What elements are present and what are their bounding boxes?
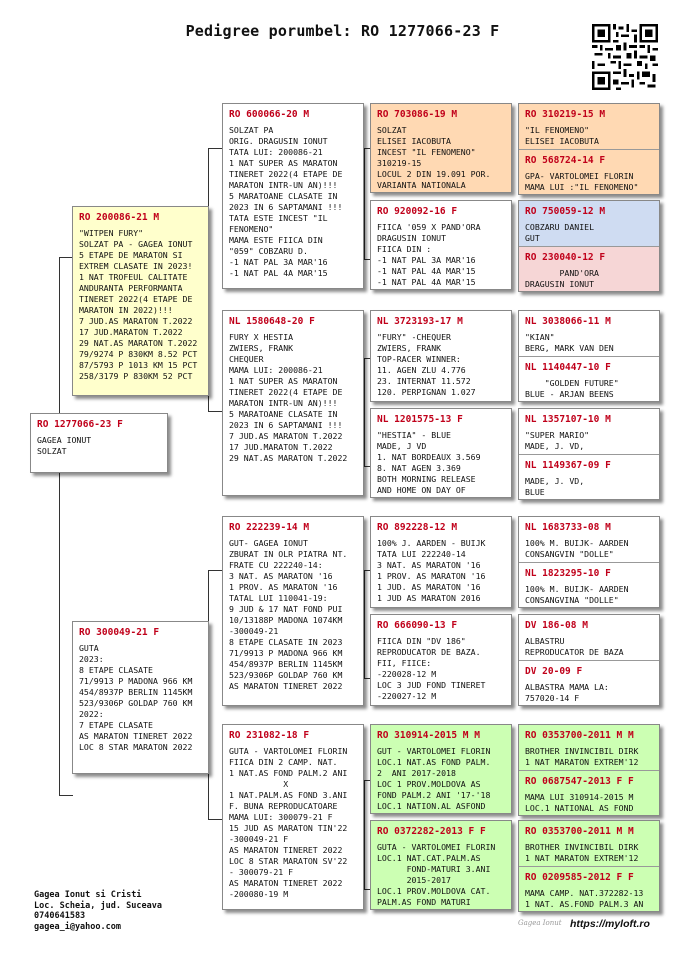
pigeon-notes: ALBASTRA MAMA LA: 757020-14 F xyxy=(525,682,609,703)
pigeon-notes: "HESTIA" - BLUE MADE, J VD 1. NAT BORDEAUX 3.569 8. NAT AGEN 3.369 BOTH MORNING RELEASE AND HOME ON DAY OF xyxy=(377,430,481,495)
ring-number: NL 1823295-10 F xyxy=(525,568,611,579)
ring-number: NL 3723193-17 M xyxy=(377,316,463,327)
pigeon-card-ggp-5 xyxy=(370,516,512,608)
ring-number: RO 920092-16 F xyxy=(377,206,458,217)
ring-number: RO 703086-19 M xyxy=(377,109,458,120)
pigeon-notes: FURY X HESTIA ZWIERS, FRANK CHEQUER MAMA LUI: 200086-21 1 NAT SUPER AS MARATON TINERET 2022(4 ETAPE DE MARATON INTR-UN AN)!!! 5 MARATOANE CLASATE IN 2023 IN 6 SAPTAMANI !!! 7 JUD.AS MARATON T.2022 17 JUD.MARATON T.2022 29 NAT.AS MARATON T.2022 xyxy=(229,332,348,463)
pigeon-notes: GPA- VARTOLOMEI FLORIN MAMA LUI :"IL FENOMENO" xyxy=(525,171,639,192)
pigeon-card-ggp-1 xyxy=(370,103,512,193)
website-link[interactable]: https://myloft.ro xyxy=(570,918,650,930)
pigeon-card-gggp-pair-5 xyxy=(518,516,660,608)
pigeon-notes: BROTHER INVINCIBIL DIRK 1 NAT MARATON EXTREM'12 xyxy=(525,746,639,767)
pigeon-card-ggp-7 xyxy=(370,724,512,814)
pigeon-card-gp2 xyxy=(222,310,364,496)
page-title: Pedigree porumbel: RO 1277066-23 F xyxy=(185,22,500,40)
ring-number: RO 200086-21 M xyxy=(79,212,160,223)
pigeon-notes: "KIAN" BERG, MARK VAN DEN xyxy=(525,332,614,353)
pigeon-card-gp1 xyxy=(222,103,364,289)
ring-number: RO 892228-12 M xyxy=(377,522,458,533)
pigeon-notes: GUT- GAGEA IONUT ZBURAT IN OLR PIATRA NT. FRATE CU 222240-14: 3 NAT. AS MARATON '16 1 PROV. AS MARATON '16 TATAL LUI 110041-19: 9 JUD & 17 NAT FOND PUI 10/13188P MADONA 1074KM -300049-21 8 ETAPE CLASATE IN 2023 71/9913 P MADONA 966 KM 454/8937P BERLIN 1145KM 523/9306P GOLDAP 760 KM AS MARATON TINERET 2022 xyxy=(229,538,348,691)
connector-dam xyxy=(208,570,222,820)
ring-number: RO 600066-20 M xyxy=(229,109,310,120)
ring-number: RO 666090-13 F xyxy=(377,620,458,631)
pigeon-card-ggp-6 xyxy=(370,614,512,706)
ring-number: RO 568724-14 F xyxy=(525,155,606,166)
connector-sire xyxy=(208,148,222,412)
breeder-contact: Gagea Ionut si Cristi Loc. Scheia, jud. Suceava 0740641583 gagea_i@yahoo.com xyxy=(34,890,162,932)
pigeon-notes: FIICA '059 X PAND'ORA DRAGUSIN IONUT FIICA DIN : -1 NAT PAL 3A MAR'16 -1 NAT PAL 4A MAR'15 -1 NAT PAL 4A MAR'15 xyxy=(377,222,481,287)
pigeon-notes: MAMA LUI 310914-2015 M LOC.1 NATIONAL AS FOND xyxy=(525,792,634,813)
ring-number: RO 222239-14 M xyxy=(229,522,310,533)
pigeon-notes: GUT - VARTOLOMEI FLORIN LOC.1 NAT.AS FOND PALM. 2 ANI 2017-2018 LOC 1 PROV.MOLDOVA AS FOND PALM.2 ANI '17-'18 LOC.1 NATION.AL ASFOND xyxy=(377,746,491,811)
ring-number: DV 186-08 M xyxy=(525,620,588,631)
pigeon-card-sire xyxy=(72,206,209,396)
pigeon-notes: GAGEA IONUT SOLZAT xyxy=(37,435,92,456)
pigeon-card-gggp-pair-1 xyxy=(518,103,660,195)
pigeon-card-gggp-pair-8 xyxy=(518,820,660,912)
pigeon-notes: FIICA DIN "DV 186" REPRODUCATOR DE BAZA. FII, FIICE: -220028-12 M LOC 3 JUD FOND TINERET -220027-12 M xyxy=(377,636,486,701)
pigeon-card-gggp-pair-3 xyxy=(518,310,660,402)
ring-number: RO 1277066-23 F xyxy=(37,419,123,430)
ring-number: RO 230040-12 F xyxy=(525,252,606,263)
pigeon-notes: MAMA CAMP. NAT.372282-13 1 NAT. AS.FOND PALM.3 AN xyxy=(525,888,644,909)
pigeon-notes: 100% M. BUIJK- AARDEN CONSANGVINA "DOLLE" xyxy=(525,584,629,605)
ring-number: RO 310914-2015 M M xyxy=(377,730,480,741)
pigeon-notes: MADE, J. VD, BLUE xyxy=(525,476,585,497)
connector-subject xyxy=(59,257,73,796)
pigeon-card-ggp-4 xyxy=(370,408,512,498)
ring-number: DV 20-09 F xyxy=(525,666,583,677)
pigeon-notes: PAND'ORA DRAGUSIN IONUT xyxy=(525,268,599,289)
pigeon-notes: GUTA 2023: 8 ETAPE CLASATE 71/9913 P MADONA 966 KM 454/8937P BERLIN 1145KM 523/9306P GOLDAP 760 KM 2022: 7 ETAPE CLASATE AS MARATON TINERET 2022 LOC 8 STAR MARATON 2022 xyxy=(79,643,193,752)
ring-number: NL 1357107-10 M xyxy=(525,414,611,425)
pigeon-card-ggp-8 xyxy=(370,820,512,910)
pigeon-card-gggp-pair-6 xyxy=(518,614,660,706)
pigeon-card-dam xyxy=(72,621,209,774)
pigeon-notes: GUTA - VARTOLOMEI FLORIN FIICA DIN 2 CAMP. NAT. 1 NAT.AS FOND PALM.2 ANI X 1 NAT.PALM.AS FOND 3.ANI F. BUNA REPRODUCATOARE MAMA LUI: 300079-21 F 15 JUD AS MARATON TIN'22 -300049-21 F AS MARATON TINERET 2022 LOC 8 STAR MARATON SV'22 - 300079-21 F AS MARATON TINERET 2022 -200080-19 M xyxy=(229,746,348,899)
pigeon-card-gggp-pair-4 xyxy=(518,408,660,500)
ring-number: NL 1140447-10 F xyxy=(525,362,611,373)
pigeon-notes: "FURY" -CHEQUER ZWIERS, FRANK TOP-RACER WINNER: 11. AGEN ZLU 4.776 23. INTERNAT 11.572 120. PERPIGNAN 1.027 xyxy=(377,332,476,397)
pigeon-card-ggp-3 xyxy=(370,310,512,402)
pigeon-card-gp3 xyxy=(222,516,364,706)
ring-number: RO 0209585-2012 F F xyxy=(525,872,634,883)
ring-number: RO 310219-15 M xyxy=(525,109,606,120)
qr-code-icon xyxy=(592,24,658,90)
ring-number: RO 0372282-2013 F F xyxy=(377,826,486,837)
ring-number: RO 0353700-2011 M M xyxy=(525,826,634,837)
ring-number: NL 1149367-09 F xyxy=(525,460,611,471)
pigeon-notes: "IL FENOMENO" ELISEI IACOBUTA xyxy=(525,125,599,146)
ring-number: RO 231082-18 F xyxy=(229,730,310,741)
pigeon-card-ggp-2 xyxy=(370,200,512,290)
pigeon-card-subject xyxy=(30,413,168,473)
pigeon-notes: 100% M. BUIJK- AARDEN CONSANGVIN "DOLLE" xyxy=(525,538,629,559)
pigeon-notes: "GOLDEN FUTURE" BLUE - ARJAN BEENS xyxy=(525,378,619,399)
pigeon-notes: 100% J. AARDEN - BUIJK TATA LUI 222240-14 3 NAT. AS MARATON '16 1 PROV. AS MARATON '16 1 JUD. AS MARATON '16 1 JUD AS MARATON 2016 xyxy=(377,538,486,603)
ring-number: RO 750059-12 M xyxy=(525,206,606,217)
pigeon-notes: ALBASTRU REPRODUCATOR DE BAZA xyxy=(525,636,624,657)
ring-number: NL 1683733-08 M xyxy=(525,522,611,533)
pigeon-notes: SOLZAT ELISEI IACOBUTA INCEST "IL FENOMENO" 310219-15 LOCUL 2 DIN 19.091 POR. VARIANTA NATIONALA xyxy=(377,125,491,190)
ring-number: NL 1580648-20 F xyxy=(229,316,315,327)
pigeon-notes: "SUPER MARIO" MADE, J. VD, xyxy=(525,430,590,451)
pigeon-notes: "WITPEN FURY" SOLZAT PA - GAGEA IONUT 5 ETAPE DE MARATON SI EXTREM CLASATE IN 2023! 1 NAT TROFEUL CALITATE ANDURANTA PERFORMANTA TINERET 2022(4 ETAPE DE MARATON IN 2022)!!! 7 JUD.AS MARATON T.2022 17 JUD.MARATON T.2022 29 NAT.AS MARATON T.2022 79/9274 P 830KM 8.52 PCT 87/5793 P 1013 KM 15 PCT 258/3179 P 830KM 52 PCT xyxy=(79,228,198,381)
pigeon-notes: GUTA - VARTOLOMEI FLORIN LOC.1 NAT.CAT.PALM.AS FOND-MATURI 3.ANI 2015-2017 LOC.1 PROV.MOLDOVA CAT. PALM.AS FOND MATURI xyxy=(377,842,496,907)
pigeon-card-gggp-pair-2 xyxy=(518,200,660,292)
pigeon-card-gggp-pair-7 xyxy=(518,724,660,816)
pigeon-notes: SOLZAT PA ORIG. DRAGUSIN IONUT TATA LUI: 200086-21 1 NAT SUPER AS MARATON TINERET 2022(4 ETAPE DE MARATON INTR-UN AN)!!! 5 MARATOANE CLASATE IN 2023 IN 6 SAPTAMANI !!! TATA ESTE INCEST "IL FENOMENO" MAMA ESTE FIICA DIN "059" COBZARU D. -1 NAT PAL 3A MAR'16 -1 NAT PAL 4A MAR'15 xyxy=(229,125,343,278)
ring-number: RO 0353700-2011 M M xyxy=(525,730,634,741)
ring-number: NL 3038066-11 M xyxy=(525,316,611,327)
pigeon-card-gp4 xyxy=(222,724,364,910)
signature: Gagea Ionut xyxy=(518,919,562,927)
ring-number: RO 300049-21 F xyxy=(79,627,160,638)
pigeon-notes: COBZARU DANIEL GUT xyxy=(525,222,595,243)
ring-number: RO 0687547-2013 F F xyxy=(525,776,634,787)
pigeon-notes: BROTHER INVINCIBIL DIRK 1 NAT MARATON EXTREM'12 xyxy=(525,842,639,863)
ring-number: NL 1201575-13 F xyxy=(377,414,463,425)
